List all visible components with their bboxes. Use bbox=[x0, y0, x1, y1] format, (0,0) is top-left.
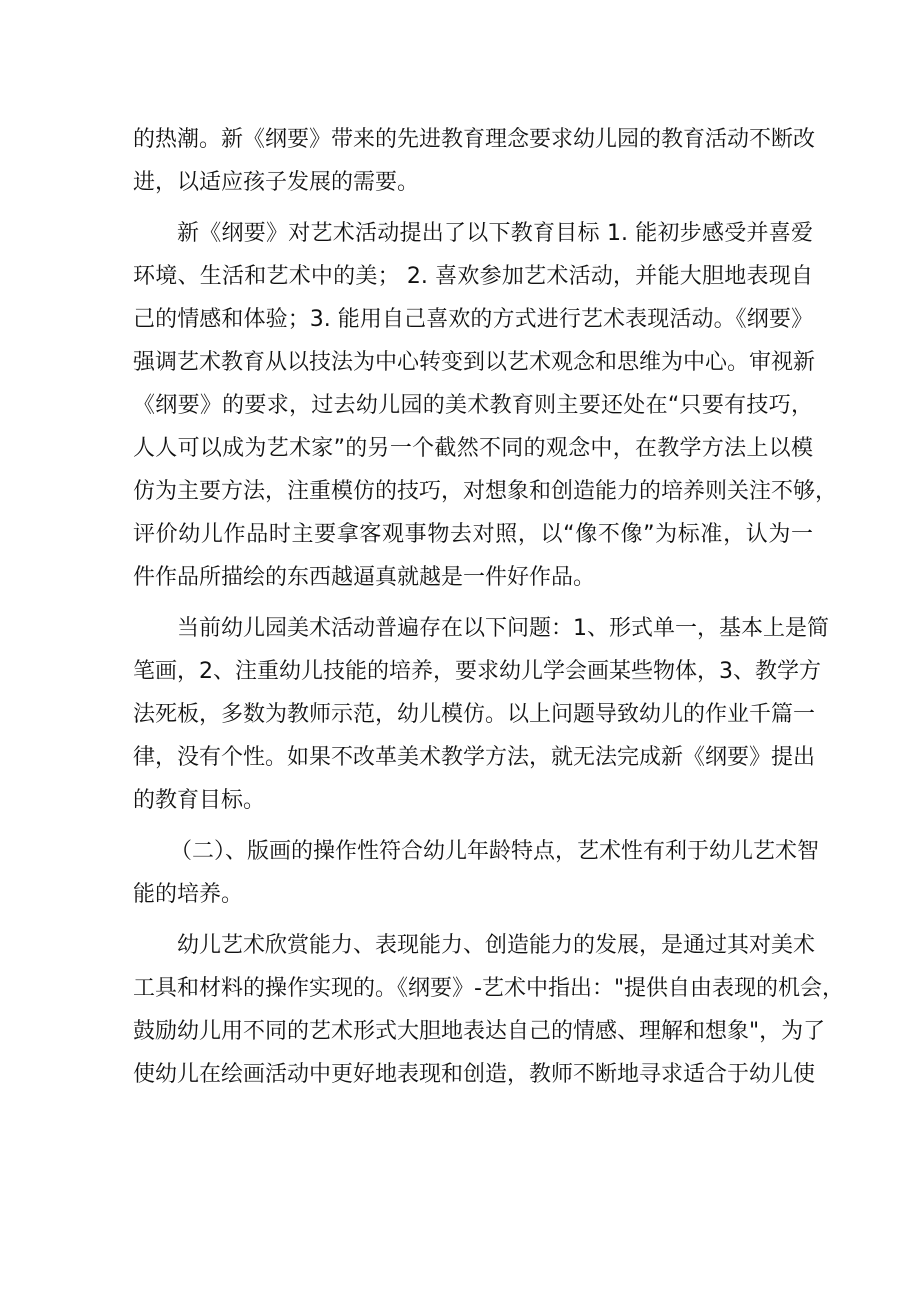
section-heading-line: 能的培养。 bbox=[133, 882, 244, 907]
text-line: 《纲要》的要求，过去幼儿园的美术教育则主要还处在“只要有技巧， bbox=[133, 393, 813, 418]
text-line: 己的情感和体验；3. 能用自己喜欢的方式进行艺术表现活动。《纲要》 bbox=[133, 307, 813, 332]
text-line: 进，以适应孩子发展的需要。 bbox=[133, 170, 420, 195]
text-line: 幼儿艺术欣赏能力、表现能力、创造能力的发展，是通过其对美术 bbox=[177, 933, 816, 958]
text-line: 使幼儿在绘画活动中更好地表现和创造，教师不断地寻求适合于幼儿使 bbox=[133, 1062, 816, 1087]
text-line: 笔画，2、注重幼儿技能的培养，要求幼儿学会画某些物体，3、教学方 bbox=[133, 659, 821, 684]
text-line: 评价幼儿作品时主要拿客观事物去对照，以“像不像”为标准，认为一 bbox=[133, 522, 813, 547]
text-line: 环境、生活和艺术中的美； 2. 喜欢参加艺术活动，并能大胆地表现自 bbox=[133, 264, 813, 289]
text-line: 的教育目标。 bbox=[133, 788, 266, 813]
section-heading-line: （二）、版画的操作性符合幼儿年龄特点，艺术性有利于幼儿艺术智 bbox=[170, 839, 820, 864]
text-line: 件作品所描绘的东西越逼真就越是一件好作品。 bbox=[133, 565, 596, 590]
text-line: 强调艺术教育从以技法为中心转变到以艺术观念和思维为中心。审视新 bbox=[133, 350, 816, 375]
text-line: 人人可以成为艺术家”的另一个截然不同的观念中，在教学方法上以模 bbox=[133, 436, 813, 461]
text-line: 的热潮。新《纲要》带来的先进教育理念要求幼儿园的教育活动不断改 bbox=[133, 127, 816, 152]
text-line: 仿为主要方法，注重模仿的技巧，对想象和创造能力的培养则关注不够， bbox=[133, 479, 838, 504]
text-line: 新《纲要》对艺术活动提出了以下教育目标 1. 能初步感受并喜爱 bbox=[177, 221, 813, 246]
text-line: 法死板，多数为教师示范，幼儿模仿。以上问题导致幼儿的作业千篇一 bbox=[133, 702, 816, 727]
text-line: 工具和材料的操作实现的。《纲要》-艺术中指出："提供自由表现的机会， bbox=[133, 976, 845, 1001]
text-line: 鼓励幼儿用不同的艺术形式大胆地表达自己的情感、理解和想象"，为了 bbox=[133, 1019, 826, 1044]
text-line: 律，没有个性。如果不改革美术教学方法，就无法完成新《纲要》提出 bbox=[133, 745, 816, 770]
text-line: 当前幼儿园美术活动普遍存在以下问题：1、形式单一，基本上是简 bbox=[177, 616, 829, 641]
